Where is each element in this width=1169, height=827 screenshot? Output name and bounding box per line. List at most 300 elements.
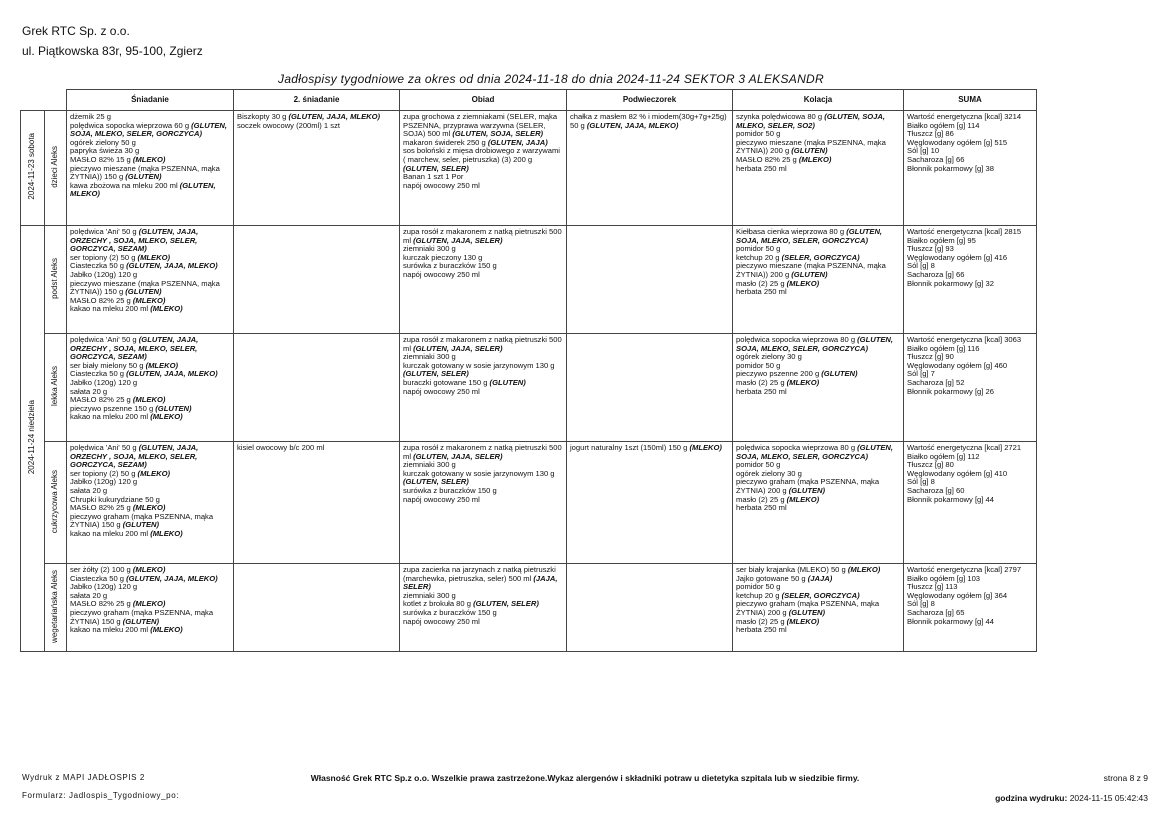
allergen-list: (GLUTEN, SOJA, MLEKO, SELER, GORCZYCA) <box>736 443 894 461</box>
meal-cell-breakfast <box>67 564 234 652</box>
item-text: ser biały krajanka (MLEKO) 50 g <box>736 565 848 574</box>
item-text: ziemniaki 300 g <box>403 244 456 254</box>
meal-cell-dinner <box>733 564 904 652</box>
item-text: jogurt naturalny 1szt (150ml) 150 g <box>570 443 690 452</box>
item-text: napój owocowy 250 ml <box>403 616 480 626</box>
allergen-list: (MLEKO) <box>150 412 183 422</box>
item-text: makaron świderek 250 g <box>403 137 488 147</box>
meal-cell-sum <box>904 226 1037 334</box>
item-text: Węglowodany ogółem [g] 515 <box>907 137 1008 147</box>
allergen-list: (GLUTEN, JAJA) <box>487 137 548 147</box>
item-text: Ciasteczka 50 g <box>70 369 127 379</box>
page-number: strona 8 z 9 <box>1103 773 1148 783</box>
menu-item <box>570 444 729 453</box>
item-text: ziemniaki 300 g <box>403 460 456 470</box>
meal-cell-lunch <box>400 111 567 226</box>
menu-item <box>736 228 900 245</box>
allergen-list: (GLUTEN) <box>122 616 160 626</box>
item-text: Węglowodany ogółem [g] 410 <box>907 468 1008 478</box>
item-text: Banan 1 szt 1 Por <box>403 172 464 182</box>
allergen-list: (GLUTEN, SOJA, MLEKO, SELER, GORCZYCA) <box>70 120 228 139</box>
item-text: kawa zbożowa na mleku 200 ml <box>70 180 180 190</box>
allergen-list: (GLUTEN, SELER) <box>403 163 469 173</box>
menu-item <box>736 113 900 130</box>
meal-cell-dinner <box>733 111 904 226</box>
meal-cell-afternoon-snack <box>567 564 733 652</box>
menu-item <box>403 336 563 353</box>
allergen-list: (GLUTEN, MLEKO) <box>70 180 216 199</box>
menu-item <box>403 388 563 397</box>
item-text: kotlet z brokuła 80 g <box>403 599 474 609</box>
item-text: Sól [g] 10 <box>907 146 940 156</box>
diet-label-cell <box>45 564 67 652</box>
meal-cell-afternoon-snack <box>567 334 733 442</box>
allergen-list: (MLEKO) <box>132 395 166 405</box>
item-text: sałata 20 g <box>70 590 108 600</box>
print-time-value: 2024-11-15 05:42:43 <box>1069 793 1148 803</box>
item-text: Sól [g] 8 <box>907 477 935 487</box>
allergen-list: (MLEKO) <box>132 154 166 164</box>
item-text: Białko ogółem [g] 95 <box>907 235 976 245</box>
meal-cell-afternoon-snack <box>567 442 733 564</box>
meal-cell-breakfast <box>67 442 234 564</box>
menu-item <box>403 618 563 627</box>
nutrition-line <box>907 165 1033 174</box>
diet-label: dzieci Aleks <box>50 145 60 188</box>
item-text: polędwica 'Ani' 50 g <box>70 227 139 236</box>
diet-label-cell <box>45 334 67 442</box>
item-text: kakao na mleku 200 ml <box>70 304 151 314</box>
col-header-sum: SUMA <box>904 90 1037 111</box>
item-text: napój owocowy 250 ml <box>403 180 480 190</box>
menu-item <box>403 271 563 280</box>
allergen-list: (MLEKO) <box>132 503 166 513</box>
item-text: masło (2) 25 g <box>736 616 787 626</box>
item-text: pomidor 50 g <box>736 460 781 470</box>
menu-item <box>736 262 900 279</box>
allergen-list: (MLEKO) <box>137 252 171 262</box>
item-text: Błonnik pokarmowy [g] 38 <box>907 163 994 173</box>
day-label-cell <box>21 111 45 226</box>
item-text: Wartość energetyczna [kcal] 3063 <box>907 335 1022 344</box>
menu-item <box>403 147 563 173</box>
weekly-menu-table <box>20 89 1037 652</box>
meal-cell-sum <box>904 334 1037 442</box>
allergen-list: (MLEKO) <box>150 304 183 314</box>
diet-row <box>21 111 1037 226</box>
item-text: buraczki gotowane 150 g <box>403 377 490 387</box>
item-text: ser topiony (2) 50 g <box>70 252 138 262</box>
item-text: polędwica sopocka wieprzowa 80 g <box>736 335 858 344</box>
print-time <box>995 793 1148 803</box>
item-text: Białko ogółem [g] 112 <box>907 451 980 461</box>
allergen-list: (GLUTEN, SELER) <box>473 599 539 609</box>
allergen-list: (MLEKO) <box>137 468 171 478</box>
allergen-list: (SELER, GORCZYCA) <box>781 252 860 262</box>
item-text: kakao na mleku 200 ml <box>70 528 151 538</box>
item-text: pomidor 50 g <box>736 582 781 592</box>
nutrition-line <box>907 280 1033 289</box>
menu-item <box>736 600 900 617</box>
item-text: Wartość energetyczna [kcal] 2797 <box>907 565 1022 574</box>
allergen-list: (GLUTEN) <box>125 287 162 297</box>
item-text: polędwica 'Ani' 50 g <box>70 335 139 344</box>
allergen-list: (GLUTEN) <box>791 146 828 156</box>
menu-item <box>70 228 230 254</box>
allergen-list: (MLEKO) <box>847 565 881 574</box>
allergen-list: (GLUTEN, SELER) <box>403 477 469 487</box>
item-text: szynka polędwicowa 80 g <box>736 112 825 121</box>
col-header-afternoon-snack: Podwieczorek <box>567 90 733 111</box>
allergen-list: (MLEKO) <box>689 443 722 452</box>
menu-item <box>70 165 230 182</box>
item-text: sałata 20 g <box>70 485 108 495</box>
item-text: Chrupki kukurydziane 50 g <box>70 494 160 504</box>
diet-label-cell <box>45 442 67 564</box>
allergen-list: (GLUTEN) <box>122 520 160 530</box>
meal-cell-sum <box>904 111 1037 226</box>
allergen-list: (GLUTEN, JAJA, MLEKO) <box>126 573 218 583</box>
item-text: Sacharoza [g] 66 <box>907 269 965 279</box>
meal-cell-second-breakfast <box>234 564 400 652</box>
menu-item <box>70 530 230 539</box>
item-text: masło (2) 25 g <box>736 278 787 288</box>
menu-item <box>736 504 900 513</box>
item-text: Ciasteczka 50 g <box>70 261 127 271</box>
item-text: herbata 250 ml <box>736 163 787 173</box>
allergen-list: (GLUTEN, SOJA, MLEKO, SELER, GORCZYCA) <box>736 335 894 353</box>
allergen-list: (GLUTEN) <box>788 607 826 617</box>
menu-item <box>736 288 900 297</box>
diet-label: lekka Aleks <box>50 366 60 407</box>
item-text: pieczywo graham (mąka PSZENNA, mąka ŻYTNIA) 150 g <box>70 607 214 626</box>
allergen-list: (MLEKO) <box>145 360 179 370</box>
item-text: Sacharoza [g] 60 <box>907 485 965 495</box>
menu-item <box>403 566 563 592</box>
item-text: Sacharoza [g] 66 <box>907 154 965 164</box>
item-text: ogórek zielony 30 g <box>736 468 802 478</box>
allergen-list: (JAJA, SELER) <box>403 573 558 592</box>
item-text: ogórek zielony 30 g <box>736 352 802 362</box>
meal-cell-lunch <box>400 226 567 334</box>
footer-ownership-note: Własność Grek RTC Sp.z o.o. Wszelkie prawa zastrzeżone.Wykaz alergenów i składniki potraw u dietetyka szpitala lub w siedzibie firmy. <box>310 773 860 783</box>
item-text: herbata 250 ml <box>736 625 787 635</box>
menu-item <box>70 626 230 635</box>
item-text: pieczywo mieszane (mąka PSZENNA, mąka ŻYTNIA)) 200 g <box>736 137 886 156</box>
allergen-list: (MLEKO) <box>132 295 166 305</box>
allergen-list: (GLUTEN) <box>791 269 828 279</box>
menu-item <box>736 139 900 156</box>
meal-cell-breakfast <box>67 334 234 442</box>
item-text: Tłuszcz [g] 113 <box>907 582 958 592</box>
allergen-list: (GLUTEN, SOJA, SELER) <box>452 129 544 139</box>
menu-item <box>70 513 230 530</box>
item-text: soczek owocowy (200ml) 1 szt <box>237 120 340 130</box>
item-text: pieczywo graham (mąka PSZENNA, mąka ŻYTNIA) 200 g <box>736 477 880 495</box>
menu-item <box>70 305 230 314</box>
item-text: Sól [g] 8 <box>907 261 935 271</box>
allergen-list: (MLEKO) <box>132 565 166 574</box>
menu-item <box>70 609 230 626</box>
footer-print-source: Wydruk z MAPI JADŁOSPIS 2 <box>22 773 145 782</box>
allergen-list: (GLUTEN, JAJA, MLEKO) <box>586 120 679 130</box>
item-text: pomidor 50 g <box>736 244 781 254</box>
meal-cell-afternoon-snack <box>567 226 733 334</box>
allergen-list: (GLUTEN, SELER) <box>403 369 469 379</box>
print-time-label: godzina wydruku: <box>995 793 1068 803</box>
item-text: Sacharoza [g] 65 <box>907 607 965 617</box>
allergen-list: (MLEKO) <box>786 494 820 504</box>
item-text: zupa zacierka na jarzynach z natką pietruszki (marchewka, pietruszka, seler) 500 ml <box>403 565 556 583</box>
item-text: Węglowodany ogółem [g] 416 <box>907 252 1008 262</box>
item-text: Tłuszcz [g] 93 <box>907 244 954 254</box>
item-text: surówka z buraczków 150 g <box>403 261 497 271</box>
allergen-list: (GLUTEN, JAJA, ORZECHY , SOJA, MLEKO, SELER, GORCZYCA, SEZAM) <box>70 227 199 254</box>
item-text: Tłuszcz [g] 90 <box>907 352 954 362</box>
company-address: ul. Piątkowska 83r, 95-100, Zgierz <box>22 44 203 58</box>
item-text: Wartość energetyczna [kcal] 2815 <box>907 227 1022 236</box>
item-text: dżemik 25 g <box>70 112 111 121</box>
item-text: chałka z masłem 82 % i miodem(30g+7g+25g) 50 g <box>570 112 727 130</box>
meal-cell-second-breakfast <box>234 334 400 442</box>
allergen-list: (JAJA) <box>807 573 833 583</box>
meal-cell-second-breakfast <box>234 226 400 334</box>
item-text: napój owocowy 250 ml <box>403 386 480 396</box>
item-text: sałata 20 g <box>70 386 108 396</box>
diet-row <box>21 442 1037 564</box>
allergen-list: (GLUTEN, SOJA, MLEKO, SELER, SO2) <box>736 112 885 130</box>
item-text: Sól [g] 8 <box>907 599 935 609</box>
allergen-list: (GLUTEN) <box>788 485 826 495</box>
item-text: pieczywo pszenne 200 g <box>736 369 822 379</box>
nutrition-line <box>907 496 1033 505</box>
item-text: napój owocowy 250 ml <box>403 269 480 279</box>
allergen-list: (GLUTEN, JAJA, MLEKO) <box>126 261 218 271</box>
item-text: polędwica sopocka wieprzowa 80 g <box>736 443 858 452</box>
item-text: ketchup 20 g <box>736 252 782 262</box>
item-text: kisiel owocowy b/c 200 ml <box>237 443 325 452</box>
item-text: Węglowodany ogółem [g] 364 <box>907 590 1008 600</box>
item-text: kurczak gotowany w sosie jarzynowym 130 g <box>403 360 555 370</box>
item-text: polędwica 'Ani' 50 g <box>70 443 139 452</box>
item-text: pieczywo pszenne 150 g <box>70 403 156 413</box>
item-text: pomidor 50 g <box>736 360 781 370</box>
item-text: masło (2) 25 g <box>736 377 787 387</box>
menu-item <box>403 470 563 487</box>
menu-item <box>403 228 563 245</box>
item-text: Jabłko (120g) 120 g <box>70 477 138 487</box>
allergen-list: (GLUTEN, JAJA, SELER) <box>413 343 503 353</box>
meal-cell-sum <box>904 442 1037 564</box>
header-row <box>21 90 1037 111</box>
menu-item <box>736 444 900 461</box>
item-text: surówka z buraczków 150 g <box>403 607 497 617</box>
report-title: Jadłospisy tygodniowe za okres od dnia 2024-11-18 do dnia 2024-11-24 SEKTOR 3 ALEKSANDR <box>278 72 824 86</box>
item-text: MASŁO 82% 25 g <box>70 295 133 305</box>
item-text: ser biały mielony 50 g <box>70 360 146 370</box>
meal-cell-dinner <box>733 334 904 442</box>
item-text: masło (2) 25 g <box>736 494 787 504</box>
diet-label-cell <box>45 111 67 226</box>
menu-item <box>70 280 230 297</box>
item-text: sos boloński z mięsa drobiowego z warzywami ( marchew, seler, pietruszka) (3) 200 g <box>403 146 560 164</box>
item-text: Ciasteczka 50 g <box>70 573 127 583</box>
item-text: herbata 250 ml <box>736 386 787 396</box>
day-label-cell <box>21 226 45 652</box>
item-text: MASŁO 82% 25 g <box>70 395 133 405</box>
item-text: ziemniaki 300 g <box>403 352 456 362</box>
meal-cell-second-breakfast <box>234 442 400 564</box>
item-text: Jabłko (120g) 120 g <box>70 582 138 592</box>
item-text: Błonnik pokarmowy [g] 44 <box>907 494 994 504</box>
menu-item <box>70 336 230 362</box>
menu-item <box>403 362 563 379</box>
item-text: ogórek zielony 50 g <box>70 137 136 147</box>
menu-item <box>70 444 230 470</box>
diet-label: wegetariańska Aleks <box>50 569 60 643</box>
item-text: Sól [g] 7 <box>907 369 935 379</box>
allergen-list: (GLUTEN, JAJA, ORZECHY , SOJA, MLEKO, SELER, GORCZYCA, SEZAM) <box>70 443 199 470</box>
col-header-lunch: Obiad <box>400 90 567 111</box>
item-text: pieczywo graham (mąka PSZENNA, mąka ŻYTNIA) 150 g <box>70 511 214 530</box>
item-text: pieczywo mieszane (mąka PSZENNA, mąka ŻYTNIA)) 200 g <box>736 261 886 279</box>
item-text: pieczywo graham (mąka PSZENNA, mąka ŻYTNIA) 200 g <box>736 599 880 617</box>
item-text: kurczak pieczony 130 g <box>403 252 483 262</box>
menu-item <box>237 122 396 131</box>
menu-item <box>403 113 563 139</box>
nutrition-line <box>907 388 1033 397</box>
corner-blank <box>21 90 45 111</box>
item-text: Wartość energetyczna [kcal] 3214 <box>907 112 1022 121</box>
diet-label: podst Aleks <box>50 257 60 299</box>
item-text: kakao na mleku 200 ml <box>70 412 151 422</box>
item-text: MASŁO 82% 25 g <box>736 154 799 164</box>
allergen-list: (GLUTEN) <box>821 369 858 379</box>
col-header-breakfast: Śniadanie <box>67 90 234 111</box>
item-text: MASŁO 82% 25 g <box>70 599 133 609</box>
menu-item <box>70 413 230 422</box>
allergen-list: (MLEKO) <box>786 616 820 626</box>
item-text: MASŁO 82% 25 g <box>70 503 133 513</box>
meal-cell-second-breakfast <box>234 111 400 226</box>
allergen-list: (MLEKO) <box>786 377 820 387</box>
diet-label: cukrzycowa Aleks <box>50 469 60 533</box>
day-label: 2024-11-23 sobota <box>27 133 37 200</box>
menu-item <box>736 626 900 635</box>
meal-cell-dinner <box>733 226 904 334</box>
item-text: ser żółty (2) 100 g <box>70 565 133 574</box>
meal-cell-lunch <box>400 442 567 564</box>
allergen-list: (MLEKO) <box>786 278 820 288</box>
menu-item <box>403 496 563 505</box>
item-text: Sacharoza [g] 52 <box>907 377 965 387</box>
menu-item <box>736 165 900 174</box>
corner-blank <box>45 90 67 111</box>
item-text: MASŁO 82% 15 g <box>70 154 133 164</box>
menu-item <box>736 478 900 495</box>
item-text: kakao na mleku 200 ml <box>70 625 151 635</box>
allergen-list: (GLUTEN) <box>489 377 526 387</box>
diet-row <box>21 334 1037 442</box>
item-text: Biszkopty 30 g <box>237 112 289 121</box>
item-text: zupa rosół z makaronem z natką pietruszki 500 ml <box>403 335 562 353</box>
item-text: papryka świeża 30 g <box>70 146 140 156</box>
allergen-list: (GLUTEN) <box>125 172 162 182</box>
menu-item <box>70 182 230 199</box>
menu-item <box>736 388 900 397</box>
item-text: zupa grochowa z ziemniakami (SELER, mąka PSZENNA, przyprawa warzywna (SELER, SOJA) 500 ml <box>403 112 558 139</box>
item-text: Kiełbasa cienka wieprzowa 80 g <box>736 227 847 236</box>
item-text: Tłuszcz [g] 80 <box>907 460 954 470</box>
diet-row <box>21 564 1037 652</box>
item-text: Białko ogółem [g] 116 <box>907 343 980 353</box>
menu-item <box>736 336 900 353</box>
day-label: 2024-11-24 niedziela <box>27 400 37 475</box>
item-text: Tłuszcz [g] 86 <box>907 129 954 139</box>
item-text: zupa rosół z makaronem z natką pietruszki 500 ml <box>403 227 562 245</box>
diet-row <box>21 226 1037 334</box>
item-text: polędwica sopocka wieprzowa 60 g <box>70 120 192 130</box>
meal-cell-afternoon-snack <box>567 111 733 226</box>
item-text: Wartość energetyczna [kcal] 2721 <box>907 443 1022 452</box>
nutrition-line <box>907 618 1033 627</box>
menu-item <box>70 122 230 139</box>
meal-cell-sum <box>904 564 1037 652</box>
allergen-list: (GLUTEN) <box>155 403 192 413</box>
item-text: Jajko gotowane 50 g <box>736 573 808 583</box>
item-text: ser topiony (2) 50 g <box>70 468 138 478</box>
meal-cell-lunch <box>400 564 567 652</box>
meal-cell-dinner <box>733 442 904 564</box>
item-text: Błonnik pokarmowy [g] 26 <box>907 386 994 396</box>
allergen-list: (SELER, GORCZYCA) <box>781 590 860 600</box>
item-text: Jabłko (120g) 120 g <box>70 377 138 387</box>
allergen-list: (MLEKO) <box>132 599 166 609</box>
allergen-list: (GLUTEN, JAJA, MLEKO) <box>288 112 381 121</box>
item-text: Błonnik pokarmowy [g] 44 <box>907 616 994 626</box>
item-text: Błonnik pokarmowy [g] 32 <box>907 278 994 288</box>
company-name: Grek RTC Sp. z o.o. <box>22 24 130 38</box>
item-text: pomidor 50 g <box>736 129 781 139</box>
item-text: napój owocowy 250 ml <box>403 494 480 504</box>
item-text: Węglowodany ogółem [g] 460 <box>907 360 1008 370</box>
meal-cell-lunch <box>400 334 567 442</box>
allergen-list: (GLUTEN, JAJA, MLEKO) <box>126 369 218 379</box>
item-text: pieczywo mieszane (mąka PSZENNA, mąka ŻYTNIA)) 150 g <box>70 278 220 297</box>
allergen-list: (GLUTEN, SOJA, MLEKO, SELER, GORCZYCA) <box>736 227 883 245</box>
item-text: kurczak gotowany w sosie jarzynowym 130 g <box>403 468 555 478</box>
item-text: surówka z buraczków 150 g <box>403 485 497 495</box>
item-text: ziemniaki 300 g <box>403 590 456 600</box>
meal-cell-breakfast <box>67 226 234 334</box>
item-text: zupa rosół z makaronem z natką pietruszki 500 ml <box>403 443 562 461</box>
item-text: ketchup 20 g <box>736 590 782 600</box>
menu-item <box>237 444 396 453</box>
allergen-list: (MLEKO) <box>798 154 832 164</box>
meal-cell-breakfast <box>67 111 234 226</box>
item-text: Białko ogółem [g] 103 <box>907 573 981 583</box>
menu-item <box>570 113 729 130</box>
allergen-list: (GLUTEN, JAJA, SELER) <box>413 451 503 461</box>
item-text: pieczywo mieszane (mąka PSZENNA, mąka ŻYTNIA)) 150 g <box>70 163 220 182</box>
menu-item <box>403 444 563 461</box>
item-text: Jabłko (120g) 120 g <box>70 269 138 279</box>
item-text: Białko ogółem [g] 114 <box>907 120 980 130</box>
allergen-list: (GLUTEN, JAJA, SELER) <box>413 235 503 245</box>
footer-form-name: Formularz: Jadlospis_Tygodniowy_po: <box>22 791 180 800</box>
allergen-list: (MLEKO) <box>150 625 183 635</box>
menu-item <box>403 182 563 191</box>
